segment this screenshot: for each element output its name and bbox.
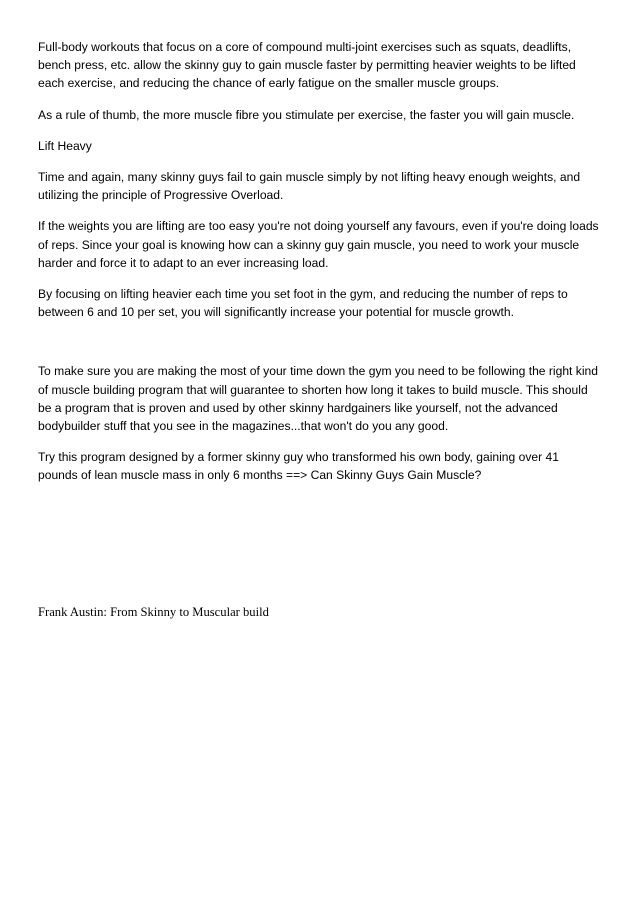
paragraph-rule-of-thumb: As a rule of thumb, the more muscle fibre you stimulate per exercise, the faster you will gain muscle. [38,107,575,122]
paragraph-try-this-program: Try this program designed by a former skinny guy who transformed his own body, gaining over 41 pounds of lean muscle mass in only 6 months ==> Can Skinny Guys Gain Muscle? [38,450,559,483]
paragraph-full-body-workouts: Full-body workouts that focus on a core of compound multi-joint exercises such as squats, deadlifts, bench press, etc. allow the skinny guy to gain muscle faster by permitting heavier weights to be lifted each exercise, and reducing the chance of early fatigue on the smaller muscle groups. [38,40,576,91]
page-footer: Frank Austin: From Skinny to Muscular build [38,605,269,619]
paragraph-weights-too-easy: If the weights you are lifting are too easy you're not doing yourself any favours, even if you're doing loads of reps. Since your goal is knowing how can a skinny guy gain muscle, you need to work your muscle harder and force it to adapt to an ever increasing load. [38,219,599,270]
paragraph-muscle-building-program: To make sure you are making the most of your time down the gym you need to be following the right kind of muscle building program that will guarantee to shorten how long it takes to build muscle. This should be a program that is proven and used by other skinny hardgainers like yourself, not the advanced bodybuilder stuff that you see in the magazines...that won't do you any good. [38,364,598,434]
section-heading-lift-heavy: Lift Heavy [38,138,92,153]
document-body [38,38,600,498]
paragraph-focusing-on-lifting: By focusing on lifting heavier each time you set foot in the gym, and reducing the number of reps to between 6 and 10 per set, you will significantly increase your potential for muscle growth. [38,287,568,320]
paragraph-progressive-overload: Time and again, many skinny guys fail to gain muscle simply by not lifting heavy enough weights, and utilizing the principle of Progressive Overload. [38,170,581,203]
